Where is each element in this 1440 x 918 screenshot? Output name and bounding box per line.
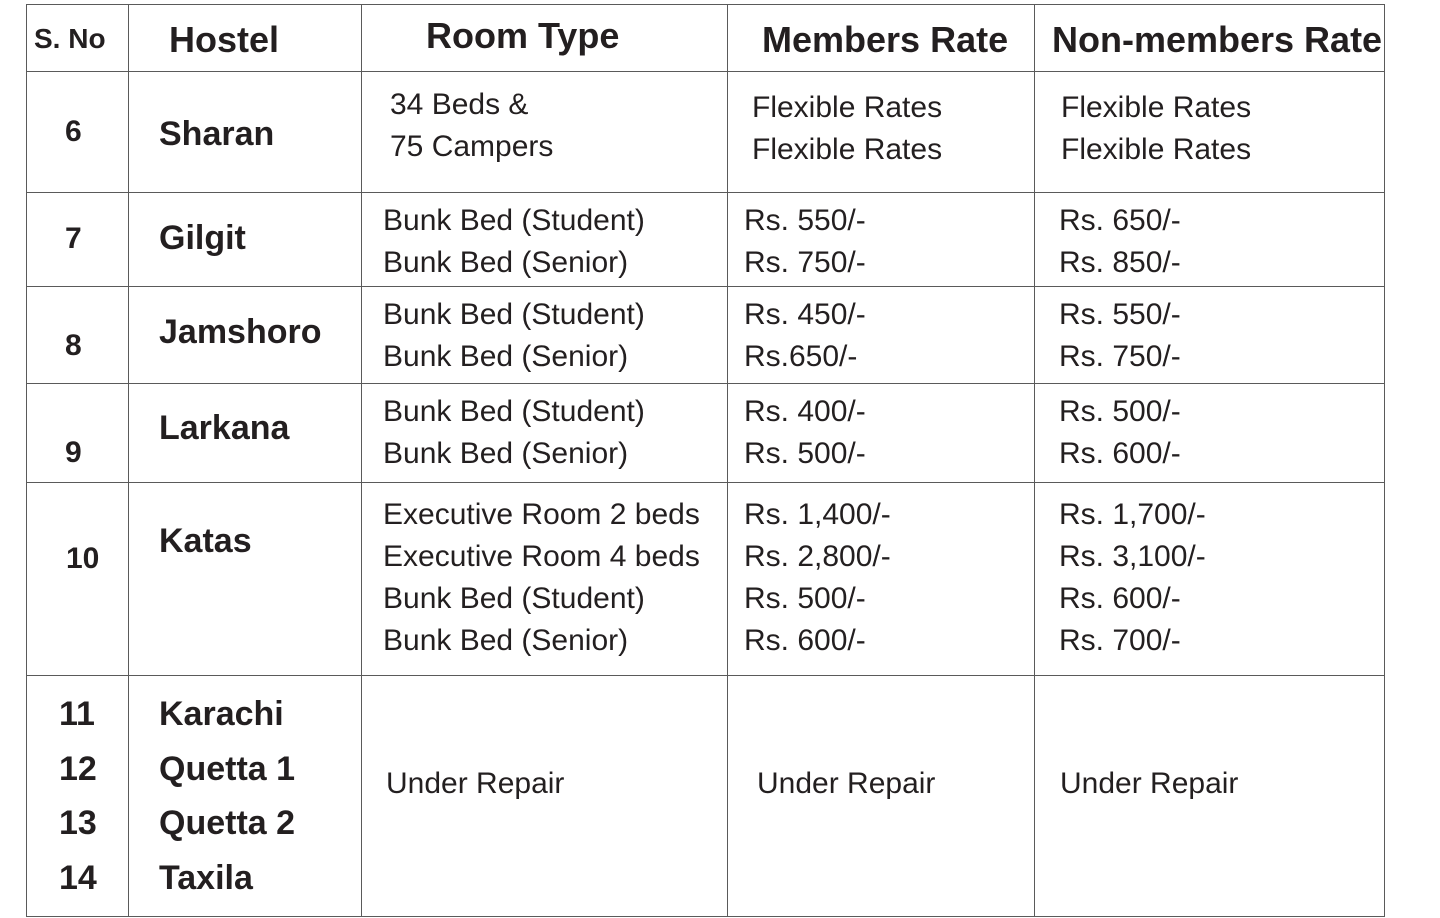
room-type: Executive Room 2 beds — [383, 498, 700, 531]
row-hostel: Taxila — [159, 858, 253, 897]
row-hostel: Katas — [159, 522, 252, 560]
header-row — [27, 5, 1385, 72]
room-type-cell — [362, 676, 728, 917]
row-hostel: Quetta 2 — [159, 804, 296, 842]
hostel-cell — [129, 676, 362, 917]
header-members-rate: Members Rate — [762, 19, 1009, 60]
non-members-rate-list — [1059, 200, 1181, 284]
row-hostel: Jamshoro — [159, 313, 322, 351]
sno-list — [59, 687, 97, 905]
non-members-rate: Rs. 1,700/- — [1059, 498, 1206, 531]
room-type-cell — [362, 384, 728, 483]
room-type-list — [383, 494, 700, 662]
row-hostel: Gilgit — [159, 219, 246, 257]
header-hostel-cell — [129, 5, 362, 72]
room-type: Bunk Bed (Senior) — [383, 340, 629, 373]
table-row — [27, 287, 1385, 384]
room-type: Executive Room 4 beds — [383, 540, 700, 573]
room-type: Bunk Bed (Student) — [383, 298, 645, 331]
room-type-cell — [362, 483, 728, 676]
under-repair-text: Under Repair — [757, 767, 936, 800]
table-row — [27, 72, 1385, 193]
header-non-members-rate: Non-members Rate — [1052, 19, 1383, 60]
row-sno: 8 — [65, 329, 82, 362]
members-rate: Flexible Rates — [752, 91, 943, 124]
hostel-cell — [129, 287, 362, 384]
non-members-rate: Rs. 500/- — [1059, 395, 1181, 428]
non-members-rate: Rs. 3,100/- — [1059, 540, 1206, 573]
non-members-rate: Rs. 600/- — [1059, 582, 1181, 615]
members-rate: Rs. 450/- — [744, 298, 866, 331]
members-rate-list — [752, 87, 942, 171]
room-type: Bunk Bed (Senior) — [383, 437, 629, 470]
members-rate-cell — [728, 676, 1035, 917]
members-rate-cell — [728, 287, 1035, 384]
room-type-cell — [362, 72, 728, 193]
non-members-rate-list — [1059, 494, 1206, 662]
room-type-list — [383, 391, 645, 475]
sno-cell — [27, 676, 129, 917]
row-sno: 13 — [59, 804, 97, 842]
members-rate: Rs. 500/- — [744, 437, 866, 470]
sno-cell — [27, 384, 129, 483]
room-type: 34 Beds & — [390, 88, 529, 121]
hostel-cell — [129, 384, 362, 483]
non-members-rate-cell — [1035, 483, 1385, 676]
header-non-members-rate-cell — [1035, 5, 1385, 72]
room-type-cell — [362, 193, 728, 287]
non-members-rate: Rs. 750/- — [1059, 340, 1181, 373]
table-row — [27, 384, 1385, 483]
under-repair-text: Under Repair — [386, 767, 565, 800]
table-row — [27, 676, 1385, 917]
members-rate: Rs. 500/- — [744, 582, 866, 615]
members-rate-cell — [728, 72, 1035, 193]
non-members-rate: Flexible Rates — [1061, 91, 1252, 124]
sno-cell — [27, 287, 129, 384]
room-type: Bunk Bed (Student) — [383, 582, 645, 615]
sno-cell — [27, 193, 129, 287]
row-hostel: Quetta 1 — [159, 749, 296, 788]
members-rate: Rs. 550/- — [744, 204, 866, 237]
sno-cell — [27, 72, 129, 193]
room-type: Bunk Bed (Student) — [383, 395, 645, 428]
non-members-rate-cell — [1035, 193, 1385, 287]
non-members-rate: Rs. 600/- — [1059, 437, 1181, 470]
room-type: Bunk Bed (Student) — [383, 204, 645, 237]
non-members-rate: Flexible Rates — [1061, 133, 1252, 166]
row-sno: 9 — [65, 436, 82, 469]
members-rate: Rs. 1,400/- — [744, 498, 891, 531]
room-type-list — [390, 84, 553, 168]
members-rate: Rs. 400/- — [744, 395, 866, 428]
header-sno: S. No — [34, 23, 106, 54]
non-members-rate-cell — [1035, 287, 1385, 384]
members-rate-list — [744, 294, 866, 378]
non-members-rate-list — [1061, 87, 1251, 171]
room-type: 75 Campers — [390, 130, 554, 163]
room-type-list — [383, 200, 645, 284]
row-sno: 11 — [59, 695, 95, 733]
header-room-type-cell — [362, 5, 728, 72]
row-sno: 7 — [65, 222, 82, 255]
members-rate-cell — [728, 483, 1035, 676]
members-rate: Flexible Rates — [752, 133, 943, 166]
row-sno: 10 — [66, 542, 100, 575]
header-sno-cell — [27, 5, 129, 72]
non-members-rate-cell — [1035, 384, 1385, 483]
room-type-cell — [362, 287, 728, 384]
room-type-list — [383, 294, 645, 378]
sno-cell — [27, 483, 129, 676]
row-sno: 12 — [59, 749, 97, 788]
members-rate: Rs.650/- — [744, 340, 858, 373]
hostel-list — [159, 687, 295, 905]
row-sno: 6 — [65, 115, 82, 148]
non-members-rate: Rs. 850/- — [1059, 246, 1181, 279]
non-members-rate: Rs. 700/- — [1059, 624, 1181, 657]
members-rate: Rs. 2,800/- — [744, 540, 891, 573]
members-rate-cell — [728, 384, 1035, 483]
hostel-cell — [129, 72, 362, 193]
row-hostel: Karachi — [159, 695, 284, 733]
header-hostel: Hostel — [169, 19, 280, 60]
room-type: Bunk Bed (Senior) — [383, 624, 629, 657]
hostel-cell — [129, 193, 362, 287]
non-members-rate-list — [1059, 294, 1181, 378]
members-rate-list — [744, 200, 866, 284]
hostel-rates-table — [26, 4, 1385, 917]
non-members-rate: Rs. 550/- — [1059, 298, 1181, 331]
non-members-rate-cell — [1035, 676, 1385, 917]
row-sno: 14 — [59, 858, 97, 897]
non-members-rate-cell — [1035, 72, 1385, 193]
members-rate-cell — [728, 193, 1035, 287]
under-repair-text: Under Repair — [1060, 767, 1239, 800]
hostel-cell — [129, 483, 362, 676]
members-rate: Rs. 600/- — [744, 624, 866, 657]
row-hostel: Larkana — [159, 409, 290, 447]
header-members-rate-cell — [728, 5, 1035, 72]
members-rate-list — [744, 494, 891, 662]
table-row — [27, 193, 1385, 287]
non-members-rate: Rs. 650/- — [1059, 204, 1181, 237]
table-row — [27, 483, 1385, 676]
header-room-type: Room Type — [426, 15, 620, 56]
members-rate: Rs. 750/- — [744, 246, 866, 279]
members-rate-list — [744, 391, 866, 475]
row-hostel: Sharan — [159, 115, 275, 153]
non-members-rate-list — [1059, 391, 1181, 475]
room-type: Bunk Bed (Senior) — [383, 246, 629, 279]
